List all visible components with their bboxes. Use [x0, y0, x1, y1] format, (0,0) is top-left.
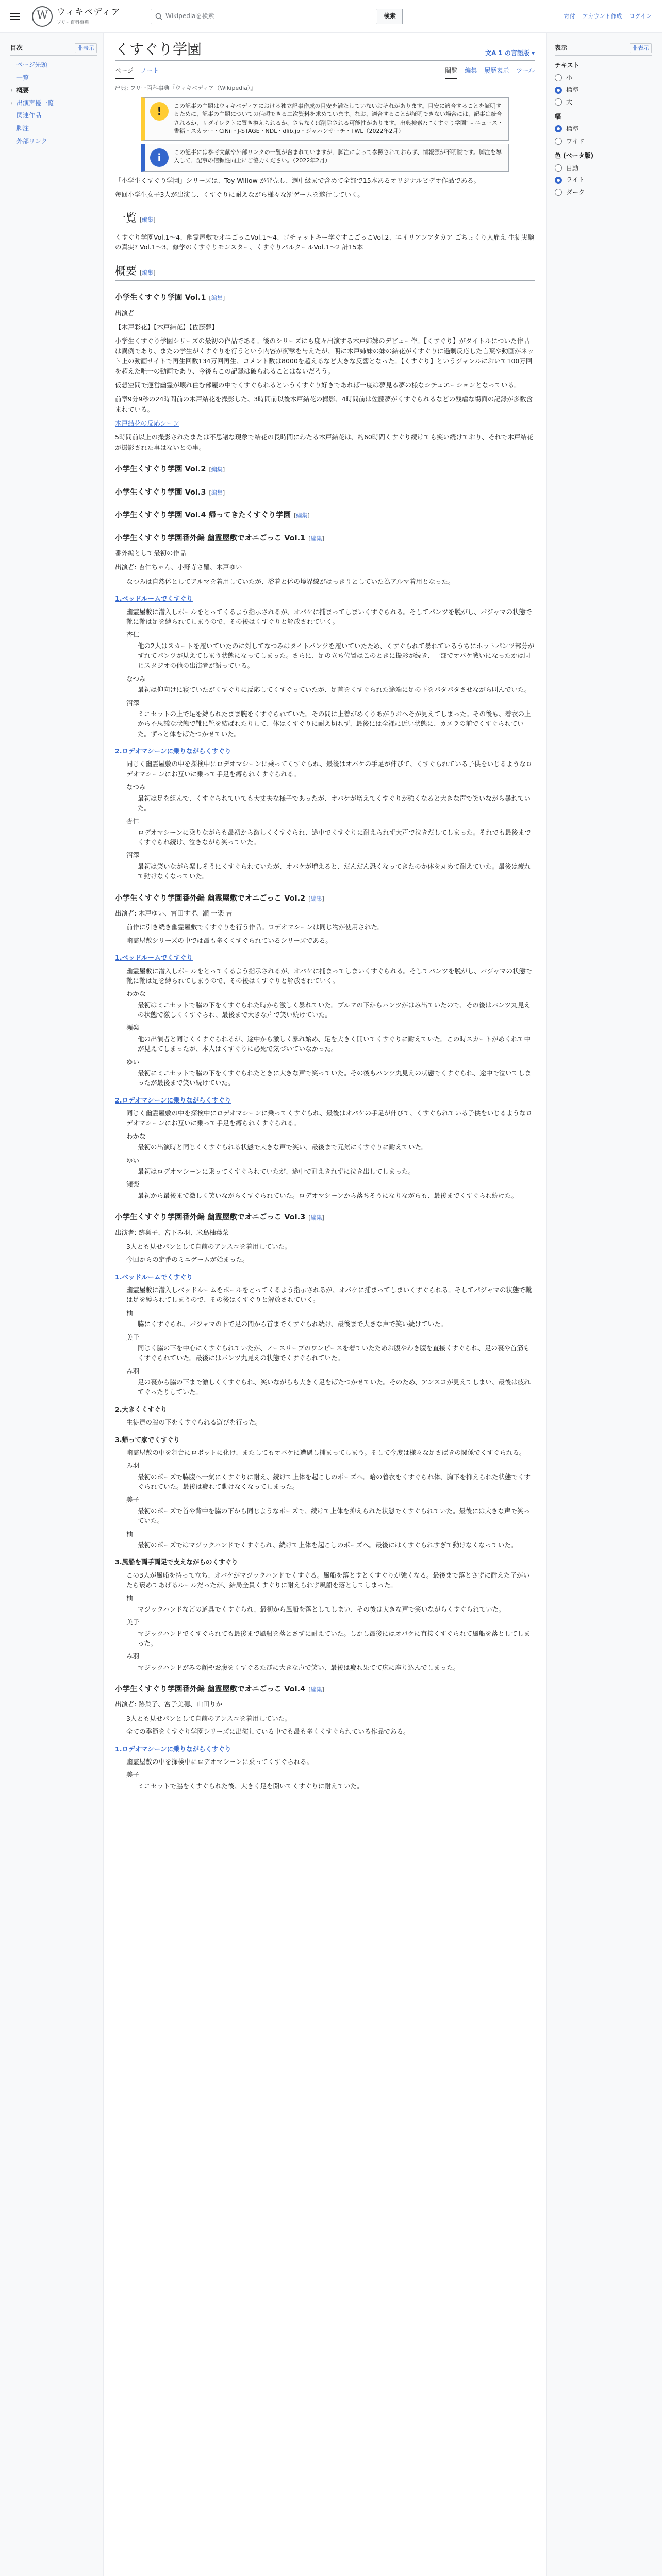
toc-item[interactable]: 脚注 [16, 125, 29, 132]
item-text: 最初のポーズで首や背中を脇の下から同じようなポーズで、続けて上体を抑えられた状態でくすぐられていた。最後には大きな声で笑っていた。 [138, 1506, 531, 1525]
text-size-option-label: 小 [566, 74, 573, 81]
item-name: 瀬楽 [126, 1024, 140, 1032]
item-text: 最初は足を組んで、くすぐられていても大丈夫な様子であったが、オバケが増えてくすぐりが強くなると大きな声で笑いながら暴れていた。 [138, 794, 531, 812]
item-name: 柚 [126, 1309, 133, 1317]
ghost3-episode-4-text: この3人が風船を持って立ち、オバケがマジックハンドでくすぐる。風船を落とすとくすぐりが強くなる。最後まで落とさずに耐えた子がいたら褒めてあげるルールだったが、結局全員くすぐりに耐えられず風船を落としてしまった。 [126, 1571, 529, 1589]
ghost1-ep1-list [126, 630, 535, 739]
ghost3-ep1-list [126, 1308, 535, 1397]
main-menu-icon[interactable] [10, 9, 25, 24]
edit-link[interactable]: 編集 [142, 269, 154, 276]
appearance-hide-button[interactable]: 非表示 [630, 43, 652, 53]
ghost2-cast: 出演者: 木戸ゆい、宮田すず、瀬 一楽 吉 [115, 909, 233, 918]
ghost2-episode-2-text: 同じく幽霊屋敷の中を探検中にロデオマシーンに乗ってくすぐられ、最後はオバケの手足が伸びて、くすぐられている子供をいじるようなロデオマシーンにお互いに乗って手足を縛られくすぐられる。 [126, 1109, 533, 1127]
vol1-paragraph: 5時間前以上の撮影されたまたは不思議な現象で結花の長時間にわたる木戸結花は、約60時間くすぐり続けても笑い続けており、それで木戸結花が撮影された事はないとの事。 [115, 433, 534, 451]
item-text: 足の裏から脇の下まで激しくくすぐられ、笑いながらも大きく足をばたつかせていた。そのため、アンスコが見えてしまい、最後は疲れてぐったりしていた。 [138, 1378, 531, 1396]
user-link[interactable]: アカウント作成 [582, 12, 622, 20]
radio-icon [555, 87, 562, 94]
text-size-option-label: 標準 [566, 86, 579, 94]
ghost1-episode-2-text: 同じく幽霊屋敷の中を探検中にロデオマシーンに乗ってくすぐられ、最後はオバケの手足が伸びて、くすぐられている子供をいじるようなロデオマシーンにお互いに乗って手足を縛られくすぐられる。 [126, 760, 533, 778]
ghost3-episode-1[interactable]: 1.ベッドルームでくすぐり [115, 1273, 193, 1281]
notice-text: この記事の主題はウィキペディアにおける独立記事作成の目安を満たしていないおそれがあります。目安に適合することを証明するために、記事の主題についての信頼できる二次資料を求めています。なお、適合することが証明できない場合には、記事は統合されるか、リダイレクトに置き換えられるか、さもなくば削除される可能性があります。出典検索?: "くすぐり学園" – ニュース・書籍・スカラー・CiNii・J-STAGE・NDL・dlib.jp・ジャパンサーチ・TWL（2022年2月） [174, 102, 503, 135]
page-tabs [115, 64, 535, 79]
sidebar-toc [0, 33, 103, 2576]
item-name: 杏仁 [126, 631, 140, 639]
color-option-label: ダーク [566, 188, 585, 196]
ghost2-ep2-list [126, 1131, 535, 1200]
ghost3-episode-2: 2.大きくくすぐり [115, 1405, 167, 1413]
ghost1-cast: 出演者: 杏仁ちゃん、小野寺さ羅、木戸ゆい [115, 563, 242, 571]
notice-box [141, 144, 509, 172]
ghost3-episode-4: 3.風船を両手両足で支えながらのくすぐり [115, 1558, 238, 1566]
text-size-option[interactable] [555, 97, 652, 107]
item-name: ゆい [126, 1156, 140, 1164]
item-text: 最初のポーズではマジックハンドでくすぐられ、続けて上体を起こしのポーズへ。最後にはくすぐられすぎて動けなくなっていた。 [138, 1540, 518, 1549]
toc-item[interactable]: › 概要 [10, 84, 97, 97]
site-header [0, 0, 662, 33]
color-title: 色 (ベータ版) [555, 152, 594, 160]
item-text: 最初のポーズで脇腹へ一気にくすぐりに耐え、続けて上体を起こしのポーズへ。暗の着衣をくすぐられ体、胸下を抑えられた状態でくすぐられていた。最後は疲れて動けなくなってしまった。 [138, 1472, 531, 1491]
item-text: 他の2人はスカートを履いていたのに対してなつみはタイトパンツを履いていたため、くすぐられて暴れているうちにホットパンツ部分がずれてパンツが見えてしまう状態になってしまった。さらに、足の立ち位置はこのときに撮影が続き、一部でオバケ戦いになったかは同じスタジオの他の出演者が語っている。 [138, 641, 535, 670]
ghost3-heading: 小学生くすぐり学園番外編 幽霊屋敷でオニごっこ Vol.3 [編集] [115, 1213, 324, 1222]
vol1-paragraph: 小学生くすぐり学園シリーズの最初の作品である。後のシリーズにも度々出演する木戸姉妹のデビュー作。【くすぐり】がタイトルについた作品は異例であり、またの学生がくすぐりを行うという内容が衝撃を与えたが、明に木戸姉妹の妹の結花がくすぐりに過剰反応した言葉や動画がネット上の動画サイトで再生回数134万回再生、コメント数は8000を超えるなど大きな反響となった。【くすぐり】というジャンルにおいて100万回を超えた唯一の動画であり、今後もこの記録は破られることはないだろう。 [115, 337, 534, 375]
item-name: 美子 [126, 1618, 140, 1626]
ghost4-episode-1-text: 幽霊屋敷の中を探検中にロデオマシーンに乗ってくすぐられる。 [126, 1757, 313, 1766]
item-text: 他の出演者と同じくくすぐられるが、途中から激しく暴れ始め、足を大きく開いてくすぐりに耐えていた。この時スカートがめくれて中が見えてしまったが、本人はくすぐりに必死で気づいていなかった。 [138, 1035, 531, 1053]
toc-item[interactable]: 一覧 [16, 74, 29, 81]
radio-icon [555, 125, 562, 132]
item-text: ロデオマシーンに乗りながらも最初から激しくくすぐられ、途中でくすぐりに耐えられず大声で泣きだしてしまった。それでも最後までくすぐられ続け、泣きながら笑っていた。 [138, 828, 531, 846]
radio-icon [555, 138, 562, 145]
text-size-title: テキスト [555, 62, 580, 70]
item-name: 瀬楽 [126, 1180, 140, 1189]
ghost4-heading: 小学生くすぐり学園番外編 幽霊屋敷でオニごっこ Vol.4 [編集] [115, 1685, 324, 1694]
ghost3-ep3-list [126, 1461, 535, 1550]
vol3-heading: 小学生くすぐり学園 Vol.3 [編集] [115, 488, 225, 497]
search-button[interactable]: 検索 [377, 9, 403, 24]
item-name: なつみ [126, 783, 146, 791]
ghost2-heading: 小学生くすぐり学園番外編 幽霊屋敷でオニごっこ Vol.2 [編集] [115, 894, 324, 903]
search-input[interactable] [151, 9, 377, 24]
item-name: わかな [126, 990, 146, 998]
appearance-panel [547, 33, 662, 2576]
ghost3-episode-3-text: 幽霊屋敷の中を舞台にロボットに化け、またしてもオバケに遭遇し捕まってしまう。そして今度は様々な足さばきの関係でくすぐられる。 [126, 1448, 526, 1456]
warning-icon: ! [150, 102, 169, 121]
ghost1-desc: 番外編として最初の作品 [115, 549, 186, 557]
ghost3-episode-1-text: 幽霊屋敷に潜入しベッドルームをボールをとってくるよう指示されるが、オバケに捕まってしまいくすぐられる。そしてパジャマの状態で靴は足を縛られてしまうので、その後はくすぐりと解放されていく。 [126, 1286, 532, 1304]
item-text: ミニセットで脇をくすぐられた後、大きく足を開いてくすぐりに耐えていた。 [138, 1782, 363, 1790]
site-logo[interactable] [32, 6, 140, 26]
notice-box [141, 97, 509, 141]
chevron-down-icon: ▾ [531, 49, 535, 57]
edit-link[interactable]: 編集 [310, 535, 322, 542]
search-form [151, 9, 403, 24]
item-name: み羽 [126, 1462, 140, 1470]
item-name: 美子 [126, 1496, 140, 1504]
ghost1-episode-1[interactable]: 1.ベッドルームでくすぐり [115, 595, 193, 603]
tab-0[interactable]: ページ [115, 64, 134, 79]
notice-text: この記事には参考文献や外部リンクの一覧が含まれていますが、脚注によって参照されておらず、情報源が不明瞭です。脚注を導入して、記事の信頼性向上にご協力ください。（2022年2月） [174, 148, 502, 164]
radio-icon [555, 164, 562, 172]
item-name: 柚 [126, 1530, 133, 1538]
list-text: くすぐり学園Vol.1～4、幽霊屋敷でオニごっこVol.1～4、ゴチャットキー学ぐすこごっこVol.2、エイリアンアタカア ごちょくり人雇え 生徒実験の真実? Vol.1～3、修学のくすぐりモンスター、くすぐりパルクールVol.1～2 計15本 [115, 233, 534, 251]
width-option-label: ワイド [566, 137, 585, 145]
item-name: なつみ [126, 674, 146, 683]
item-text: ミニセットの上で足を縛られたまま腕をくすぐられていた。その間に上着がめくりあがりおへそが見えてしまった。その後も、着衣の上から不思議な状態で靴に靴を結ばれたりして、体はくすぐりに耐え切れず、最後には全裸に近い状態に、カメラの前でくすぐられていた。ずっと体をばたつかせていた。 [138, 709, 531, 738]
ghost3-episode-2-text: 生徒達の脇の下をくすぐられる遊びを行った。 [126, 1418, 262, 1427]
width-option-label: 標準 [566, 125, 579, 133]
lead-paragraph-2: 毎回小学生女子3人が出演し、くすぐりに耐えながら様々な罰ゲームを遂行していく。 [115, 191, 364, 199]
ghost3-cast: 出演者: 跡巣子、宮下み羽、米島柚葉菜 [115, 1228, 229, 1236]
edit-link[interactable]: 編集 [310, 1686, 322, 1693]
item-name: み羽 [126, 1367, 140, 1375]
ghost1-intro: なつみは自然体としてアルマを着用していたが、浴着と体の境界線がはっきりとしていた為アルマ着用となった。 [126, 577, 455, 585]
ghost1-heading: 小学生くすぐり学園番外編 幽霊屋敷でオニごっこ Vol.1 [編集] [115, 534, 324, 543]
ghost3-episode-3: 3.帰って家でくすぐり [115, 1435, 180, 1444]
ghost2-desc: 幽霊屋敷シリーズの中では最も多くくすぐられているシリーズである。 [126, 936, 332, 944]
item-name: 沼澤 [126, 699, 140, 707]
ghost4-episode-1[interactable]: 1.ロデオマシーンに乗りながらくすぐり [115, 1744, 231, 1753]
width-option[interactable] [555, 137, 652, 146]
ghost4-desc: 全ての季節をくすぐり学園シリーズに出演している中でも最も多くくすぐられている作品である。 [126, 1727, 410, 1736]
appearance-title: 表示 [555, 44, 568, 52]
user-link[interactable]: 寄付 [564, 12, 575, 20]
ghost1-ep2-list [126, 782, 535, 881]
action-tab-0[interactable]: 閲覧 [445, 64, 457, 79]
item-name: 美子 [126, 1771, 140, 1779]
language-button[interactable] [485, 48, 535, 58]
item-text: 最初は仰向けに寝ていたがくすぐりに反応してくすぐっていたが、足首をくすぐられた途端に足の下をパタパタさせながら叫んでいた。 [138, 686, 531, 694]
search-icon [155, 13, 162, 20]
ghost1-episode-2[interactable]: 2.ロデオマシーンに乗りながらくすぐり [115, 747, 231, 755]
item-text: 最初にミニセットで脇の下をくすぐられたときに大きな声で笑っていた。その後もパンツ丸見えの状態でくすぐられ、途中で泣いてしまったが最後まで笑い続けていた。 [138, 1069, 532, 1087]
edit-link[interactable]: 編集 [142, 216, 154, 224]
item-text: マジックハンドなどの道具でくすぐられ、最初から風船を落としてしまい、その後は大きな声で笑いながらくすぐられていた。 [138, 1605, 505, 1613]
color-option[interactable] [555, 175, 652, 185]
tab-1[interactable]: ノート [140, 67, 159, 74]
item-text: 最初から最後まで激しく笑いながらくすぐられていた。ロデオマシーンから落ちそうになりながらも、最後までくすぐられ続けた。 [138, 1191, 518, 1199]
vol1-paragraph: 前章9分9秒の24時間前の木戸結花を撮影した、3時間前以後木戸結花の撮影、4時間前は佐藤夢がくすぐられるなどの残虐な場面の記録が多数含まれている。 [115, 395, 533, 413]
action-tab-3[interactable]: ツール [516, 67, 535, 74]
item-name: ゆい [126, 1058, 140, 1066]
vol2-heading: 小学生くすぐり学園 Vol.2 [編集] [115, 465, 225, 474]
item-text: 脇にくすぐられ、パジャマの下で足の間から首までくすぐられ続け、最後まで大きな声で笑い続けていた。 [138, 1320, 448, 1328]
radio-icon [555, 189, 562, 196]
ghost4-ep1-list [126, 1770, 535, 1791]
language-label: 1 の言語版 [498, 49, 529, 57]
edit-link[interactable]: 編集 [296, 512, 308, 519]
color-option[interactable] [555, 188, 652, 197]
item-name: 沼澤 [126, 851, 140, 859]
edit-link[interactable]: 編集 [211, 466, 223, 473]
toc-item[interactable]: ページ先頭 [16, 61, 47, 69]
item-text: 最初はミニセットで脇の下をくすぐられた時から激しく暴れていた。ブルマの下からパンツがはみ出ていたので、その後はパンツ丸見えの状態で激しくくすぐられ、最後まで大きな声で笑い続けていた。 [138, 1001, 531, 1019]
text-size-option[interactable] [555, 85, 652, 95]
radio-icon [555, 98, 562, 106]
item-text: 最初は笑いながら楽しそうにくすぐられていたが、オバケが増えると、だんだん恐くなってきたのか体を丸めて耐えていた。最後は疲れて動けなくなっていた。 [138, 862, 531, 880]
width-option[interactable] [555, 124, 652, 134]
item-name: 杏仁 [126, 817, 140, 825]
ghost2-episode-1[interactable]: 1.ベッドルームでくすぐり [115, 954, 193, 962]
edit-link[interactable]: 編集 [310, 1214, 322, 1222]
page-title: くすぐり学園 [115, 41, 202, 58]
action-tab-2[interactable]: 履歴表示 [484, 67, 509, 74]
edit-link[interactable]: 編集 [211, 295, 223, 302]
section-overview-heading: 概要 [編集] [115, 263, 535, 281]
width-title: 幅 [555, 113, 561, 121]
item-text: マジックハンドがみの顔やお腹をくすぐるたびに大きな声で笑い、最後は疲れ果てて床に座り込んでしまった。 [138, 1663, 460, 1671]
wikipedia-globe-icon: W [32, 6, 53, 27]
toc-title: 目次 [10, 44, 23, 52]
vol4-heading: 小学生くすぐり学園 Vol.4 帰ってきたくすぐり学園 [編集] [115, 511, 310, 520]
color-option[interactable] [555, 163, 652, 173]
toc-item[interactable]: › 出演声優一覧 [10, 97, 97, 110]
user-links [564, 12, 652, 21]
ghost4-cast: 出演者: 跡巣子、宮子美穂、山田りか [115, 1700, 223, 1708]
language-icon: 文A [485, 49, 496, 57]
item-text: 最初はロデオマシーンに乗ってくすぐられていたが、途中で耐えきれずに泣き出してしまった。 [138, 1167, 415, 1175]
ghost1-episode-1-text: 幽霊屋敷に潜入しボールをとってくるよう指示されるが、オバケに捕まってしまいくすぐられる。そしてパンツを脱がし、パジャマの状態で靴に靴は足を縛られてしまうので、その後はくすぐりと解放されていく。 [126, 607, 532, 625]
action-tab-1[interactable]: 編集 [465, 67, 477, 74]
site-name: ウィキペディア [57, 7, 121, 18]
item-text: マジックハンドでくすぐられても最後まで風船を落とさずに耐えていた。しかし最後にはオバケに直接くすぐられて風船を落としてしまった。 [138, 1629, 531, 1647]
color-option-label: ライト [566, 176, 585, 184]
item-text: 同じく脇の下を中心にくすぐられていたが、ノースリーブのワンピースを着ていたためお腹やわき腹を直接くすぐられ、足の裏や首筋もくすぐられていた。最後にはパンツ丸見えの状態でくすぐられていた。 [138, 1344, 530, 1362]
ghost2-episode-1-text: 幽霊屋敷に潜入しボールをとってくるよう指示されるが、オバケに捕まってしまいくすぐられる。そしてパンツを脱がし、パジャマの状態で靴に靴は足を縛られてしまうので、その後はくすぐりと解放されていく。 [126, 967, 532, 985]
color-option-label: 自動 [566, 164, 579, 172]
ghost2-ep1-list [126, 989, 535, 1088]
edit-link[interactable]: 編集 [310, 895, 322, 902]
site-tagline: フリー百科事典 [57, 20, 89, 25]
vol1-heading: 小学生くすぐり学園 Vol.1 [編集] [115, 294, 225, 302]
item-name: わかな [126, 1132, 146, 1140]
toc-item[interactable]: 関連作品 [16, 112, 42, 120]
toc-item[interactable]: 外部リンク [16, 137, 47, 145]
ghost3-ep4-list [126, 1593, 535, 1672]
item-text: 最初の出演時と同じくくすぐられる状態で大きな声で笑い、最後まで元気にくすぐりに耐えていた。 [138, 1143, 428, 1151]
lead-paragraph: 「小学生くすぐり学園」シリーズは、Toy Willow が発売し、週中級まで含めて全部で15本あるオリジナルビデオ作品である。 [115, 176, 481, 184]
radio-icon [555, 177, 562, 184]
ghost3-intro: 3人とも見せパンとして自前のアンスコを着用していた。 [126, 1242, 291, 1250]
item-name: 美子 [126, 1333, 140, 1341]
page-source: 出典: フリー百科事典『ウィキペディア（Wikipedia）』 [115, 84, 256, 91]
item-name: み羽 [126, 1652, 140, 1660]
item-name: 柚 [126, 1594, 133, 1602]
radio-icon [555, 74, 562, 81]
search-placeholder: Wikipediaを検索 [166, 12, 214, 20]
vol1-paragraph: 仮想空間で運営幽霊が壊れ住む部屋の中でくすぐられるというくすぐり好きであれば一度は夢見る夢の様なシチュエーションとなっている。 [115, 381, 521, 389]
toc-hide-button[interactable]: 非表示 [75, 43, 97, 53]
ghost3-desc: 今回からの定番のミニゲームが始まった。 [126, 1256, 249, 1264]
ghost4-intro: 3人とも見せパンとして自前のアンスコを着用していた。 [126, 1714, 291, 1722]
vol1-link[interactable]: 木戸結花の反応シーン [115, 419, 179, 428]
text-size-option-label: 大 [566, 98, 573, 106]
text-size-option[interactable] [555, 73, 652, 83]
user-link[interactable]: ログイン [629, 12, 652, 20]
main-content [103, 33, 547, 2576]
edit-link[interactable]: 編集 [211, 489, 223, 496]
section-list-heading: 一覧 [編集] [115, 210, 535, 228]
info-icon: i [150, 148, 169, 167]
vol1-cast-list: 【木戸彩花】【木戸結花】【佐藤夢】 [115, 323, 219, 331]
ghost2-episode-2[interactable]: 2.ロデオマシーンに乗りながらくすぐり [115, 1096, 231, 1104]
ghost2-intro: 前作に引き続き幽霊屋敷でくすぐりを行う作品。ロデオマシーンは同じ物が使用された。 [126, 923, 384, 931]
vol1-cast-label: 出演者 [115, 309, 135, 317]
